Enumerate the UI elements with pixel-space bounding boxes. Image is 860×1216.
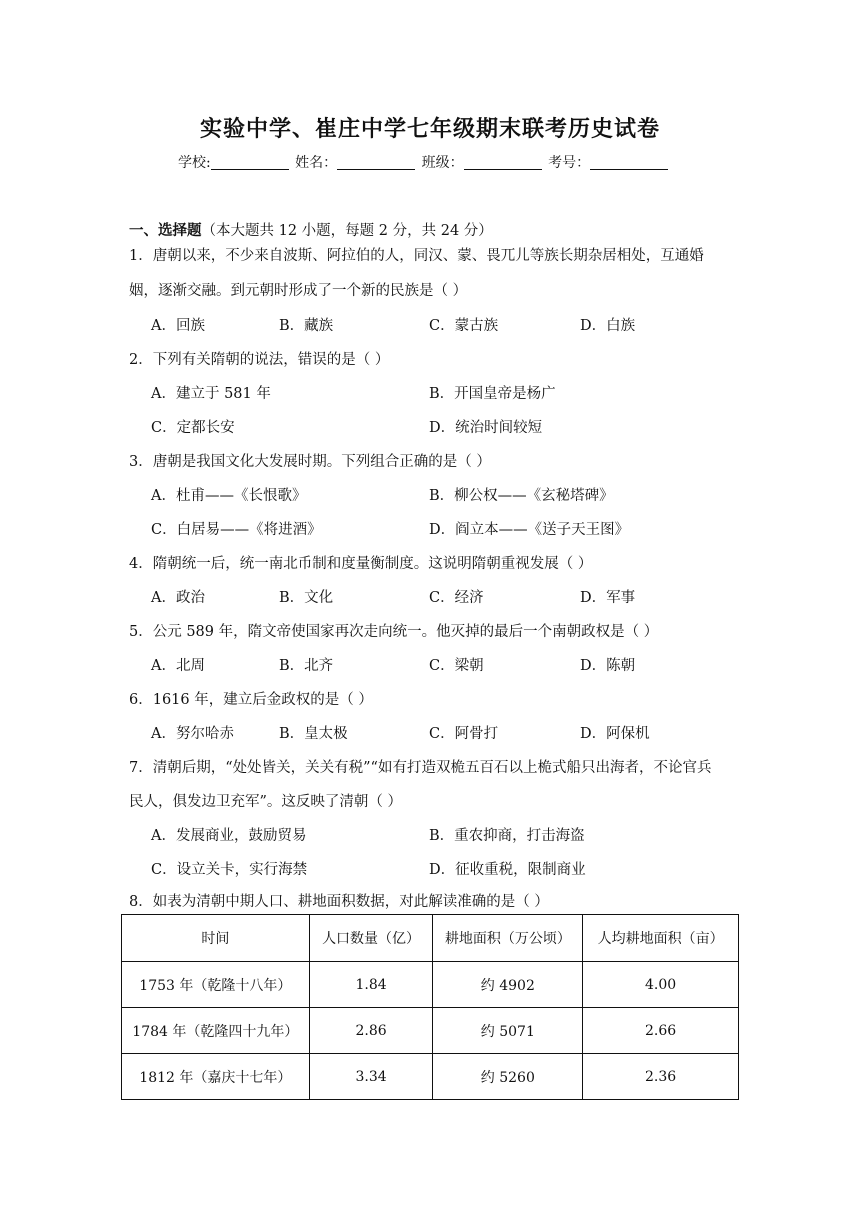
question-2-options-row-2: [151, 416, 771, 438]
option-d[interactable]: D．阎立本——《送子天王图》: [429, 522, 630, 538]
table-row: [122, 1054, 739, 1100]
section-heading: [129, 219, 493, 240]
option-c[interactable]: C．梁朝: [429, 658, 484, 674]
question-7-options-row-2: [151, 858, 771, 880]
option-a[interactable]: A．北周: [151, 658, 205, 674]
option-c[interactable]: C．定都长安: [151, 420, 235, 436]
question-4: 4．隋朝统一后，统一南北币制和度量衡制度。这说明隋朝重视发展（ ）: [129, 556, 593, 572]
option-d[interactable]: D．军事: [580, 590, 636, 606]
option-c[interactable]: C．蒙古族: [429, 318, 499, 334]
question-6: 6．1616 年，建立后金政权的是（ ）: [129, 692, 373, 708]
table-cell: 3.34: [309, 1054, 433, 1100]
option-a[interactable]: A．杜甫——《长恨歌》: [151, 488, 307, 504]
question-5: 5．公元 589 年，隋文帝使国家再次走向统一。他灭掉的最后一个南朝政权是（ ）: [129, 624, 659, 640]
table-cell: 2.66: [583, 1008, 739, 1054]
question-7-line-1: 7．清朝后期，“处处皆关，关关有税”“如有打造双桅五百石以上桅式船只出海者，不论官兵: [129, 760, 712, 776]
table-row: [122, 962, 739, 1008]
question-6-options: [151, 722, 771, 744]
table-header-cell: 耕地面积（万公顷）: [433, 915, 583, 962]
class-blank[interactable]: [464, 154, 542, 170]
option-d[interactable]: D．统治时间较短: [429, 420, 543, 436]
question-8: 8．如表为清朝中期人口、耕地面积数据，对此解读准确的是（ ）: [129, 894, 549, 910]
question-3: 3．唐朝是我国文化大发展时期。下列组合正确的是（ ）: [129, 454, 491, 470]
option-b[interactable]: B．开国皇帝是杨广: [429, 386, 556, 402]
option-a[interactable]: A．回族: [151, 318, 205, 334]
option-d[interactable]: D．陈朝: [580, 658, 636, 674]
option-d[interactable]: D．白族: [580, 318, 636, 334]
question-3-options-row-1: [151, 484, 771, 506]
table-cell: 1812 年（嘉庆十七年）: [122, 1054, 310, 1100]
question-1-line-2: 姻，逐渐交融。到元朝时形成了一个新的民族是（ ）: [129, 283, 468, 299]
option-b[interactable]: B．柳公权——《玄秘塔碑》: [429, 488, 614, 504]
table-cell: 1.84: [309, 962, 433, 1008]
table-cell: 2.36: [583, 1054, 739, 1100]
option-c[interactable]: C．经济: [429, 590, 484, 606]
question-2: 2．下列有关隋朝的说法，错误的是（ ）: [129, 352, 390, 368]
exam-title: 实验中学、崔庄中学七年级期末联考历史试卷: [199, 117, 660, 142]
option-a[interactable]: A．建立于 581 年: [151, 386, 271, 402]
option-b[interactable]: B．文化: [279, 590, 334, 606]
option-d[interactable]: D．阿保机: [580, 726, 650, 742]
table-header-cell: 人均耕地面积（亩）: [583, 915, 739, 962]
option-c[interactable]: C．设立关卡，实行海禁: [151, 862, 308, 878]
name-blank[interactable]: [337, 154, 415, 170]
exam-number-label: 考号：: [548, 155, 591, 171]
table-header-cell: 时间: [122, 915, 310, 962]
option-d[interactable]: D．征收重税，限制商业: [429, 862, 586, 878]
student-info-line: [178, 152, 670, 172]
exam-number-blank[interactable]: [590, 154, 668, 170]
question-3-options-row-2: [151, 518, 771, 540]
table-cell: 1784 年（乾隆四十九年）: [122, 1008, 310, 1054]
option-b[interactable]: B．藏族: [279, 318, 334, 334]
question-1-options: [151, 314, 771, 336]
table-header-cell: 人口数量（亿）: [309, 915, 433, 962]
table-cell: 2.86: [309, 1008, 433, 1054]
table-row: [122, 1008, 739, 1054]
name-label: 姓名：: [295, 155, 338, 171]
table-cell: 1753 年（乾隆十八年）: [122, 962, 310, 1008]
option-c[interactable]: C．白居易——《将进酒》: [151, 522, 322, 538]
table-header-row: [122, 915, 739, 962]
option-a[interactable]: A．政治: [151, 590, 205, 606]
section-title: 一、选择题: [129, 223, 202, 239]
option-a[interactable]: A．努尔哈赤: [151, 726, 234, 742]
option-c[interactable]: C．阿骨打: [429, 726, 499, 742]
table-cell: 约 4902: [433, 962, 583, 1008]
option-b[interactable]: B．北齐: [279, 658, 334, 674]
question-4-options: [151, 586, 771, 608]
population-farmland-table: [121, 914, 739, 1100]
question-5-options: [151, 654, 771, 676]
question-1-line-1: 1．唐朝以来，不少来自波斯、阿拉伯的人，同汉、蒙、畏兀儿等族长期杂居相处，互通婚: [129, 248, 704, 264]
option-b[interactable]: B．重农抑商，打击海盗: [429, 828, 585, 844]
table-cell: 约 5260: [433, 1054, 583, 1100]
section-note: （本大题共 12 小题，每题 2 分，共 24 分）: [201, 223, 493, 239]
school-blank[interactable]: [211, 154, 289, 170]
school-label: 学校:: [178, 155, 211, 171]
table-cell: 4.00: [583, 962, 739, 1008]
question-2-options-row-1: [151, 382, 771, 404]
option-b[interactable]: B．皇太极: [279, 726, 348, 742]
question-7-options-row-1: [151, 824, 771, 846]
class-label: 班级：: [421, 155, 464, 171]
option-a[interactable]: A．发展商业，鼓励贸易: [151, 828, 307, 844]
question-7-line-2: 民人，俱发边卫充军”。这反映了清朝（ ）: [129, 794, 403, 810]
table-cell: 约 5071: [433, 1008, 583, 1054]
